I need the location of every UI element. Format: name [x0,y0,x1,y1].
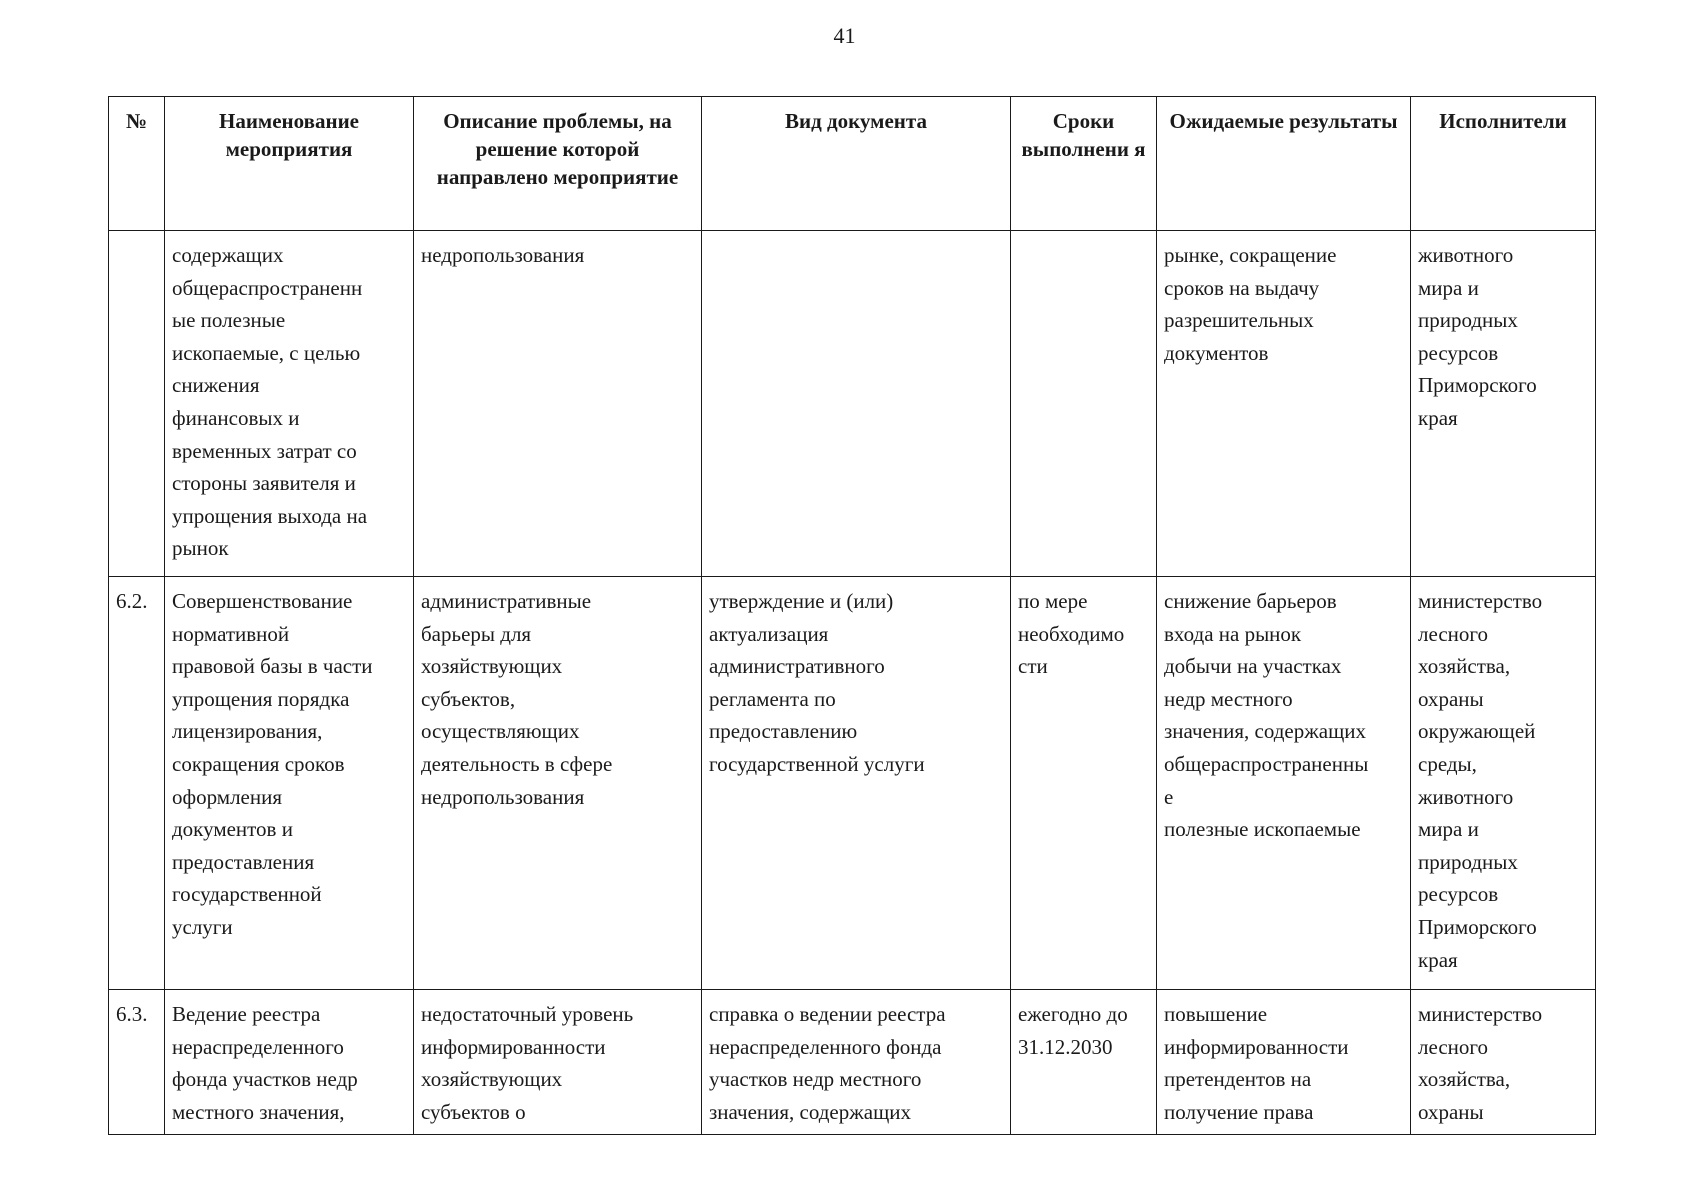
cell-results: повышение информированности претендентов на получение права [1157,990,1411,1135]
measures-table [108,96,1596,1135]
header-document-type: Вид документа [702,97,1011,231]
cell-executors: министерство лесного хозяйства, охраны окружающей среды, животного мира и природных ресурсов Приморского края [1411,577,1596,990]
cell-problem: недостаточный уровень информированности хозяйствующих субъектов о [414,990,702,1135]
cell-measure-name: Совершенствование нормативной правовой базы в части упрощения порядка лицензирования, сокращения сроков оформления документов и предоставления государственной услуги [165,577,414,990]
cell-document-type [702,231,1011,577]
table-header-row [109,97,1596,231]
cell-results: снижение барьеров входа на рынок добычи на участках недр местного значения, содержащих общераспространенны е полезные ископаемые [1157,577,1411,990]
table-row [109,231,1596,577]
cell-deadline [1011,231,1157,577]
header-expected-results: Ожидаемые результаты [1157,97,1411,231]
cell-number: 6.3. [109,990,165,1135]
table-row [109,577,1596,990]
cell-measure-name: Ведение реестра нераспределенного фонда участков недр местного значения, [165,990,414,1135]
cell-deadline: ежегодно до 31.12.2030 [1011,990,1157,1135]
cell-executors: животного мира и природных ресурсов Приморского края [1411,231,1596,577]
page-number: 41 [833,23,856,48]
header-measure-name: Наименование мероприятия [165,97,414,231]
header-executors: Исполнители [1411,97,1596,231]
header-problem-description: Описание проблемы, на решение которой направлено мероприятие [414,97,702,231]
table-row [109,990,1596,1135]
cell-problem: недропользования [414,231,702,577]
cell-number [109,231,165,577]
cell-measure-name: содержащих общераспространенн ые полезные ископаемые, с целью снижения финансовых и временных затрат со стороны заявителя и упрощения выхода на рынок [165,231,414,577]
cell-number: 6.2. [109,577,165,990]
cell-document-type: утверждение и (или) актуализация административного регламента по предоставлению государственной услуги [702,577,1011,990]
cell-deadline: по мере необходимо сти [1011,577,1157,990]
header-deadline: Сроки выполнени я [1011,97,1157,231]
header-number: № [109,97,165,231]
cell-executors: министерство лесного хозяйства, охраны [1411,990,1596,1135]
cell-problem: административные барьеры для хозяйствующих субъектов, осуществляющих деятельность в сфере недропользования [414,577,702,990]
cell-results: рынке, сокращение сроков на выдачу разрешительных документов [1157,231,1411,577]
cell-document-type: справка о ведении реестра нераспределенного фонда участков недр местного значения, содержащих [702,990,1011,1135]
